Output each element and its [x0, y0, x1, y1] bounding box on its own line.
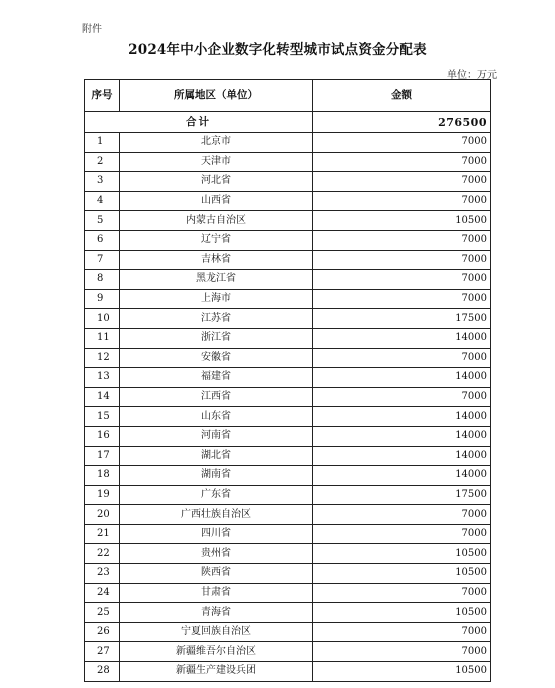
row-index: 5 [85, 211, 120, 231]
row-region: 湖南省 [120, 466, 313, 486]
row-region: 江西省 [120, 387, 313, 407]
table-row [85, 564, 491, 584]
row-amount: 7000 [313, 270, 491, 290]
table-row [85, 133, 491, 153]
total-row [85, 112, 491, 133]
row-amount: 14000 [313, 446, 491, 466]
row-index: 7 [85, 250, 120, 270]
row-index: 17 [85, 446, 120, 466]
row-index: 2 [85, 152, 120, 172]
row-amount: 7000 [313, 191, 491, 211]
table-row [85, 583, 491, 603]
table-row [85, 328, 491, 348]
row-region: 山西省 [120, 191, 313, 211]
table-row [85, 191, 491, 211]
table-row [85, 172, 491, 192]
table-row [85, 662, 491, 682]
row-region: 新疆生产建设兵团 [120, 662, 313, 682]
table-row [85, 250, 491, 270]
table-row [85, 309, 491, 329]
row-amount: 7000 [313, 505, 491, 525]
row-index: 27 [85, 642, 120, 662]
row-region: 黑龙江省 [120, 270, 313, 290]
row-region: 福建省 [120, 368, 313, 388]
row-region: 甘肃省 [120, 583, 313, 603]
row-amount: 14000 [313, 426, 491, 446]
row-index: 8 [85, 270, 120, 290]
table-row [85, 642, 491, 662]
total-label: 合计 [85, 112, 313, 133]
row-amount: 10500 [313, 564, 491, 584]
row-region: 安徽省 [120, 348, 313, 368]
table-row [85, 230, 491, 250]
row-region: 江苏省 [120, 309, 313, 329]
row-region: 贵州省 [120, 544, 313, 564]
row-region: 新疆维吾尔自治区 [120, 642, 313, 662]
row-region: 吉林省 [120, 250, 313, 270]
row-index: 22 [85, 544, 120, 564]
row-amount: 17500 [313, 309, 491, 329]
table-row [85, 368, 491, 388]
row-amount: 7000 [313, 250, 491, 270]
row-amount: 10500 [313, 662, 491, 682]
row-region: 四川省 [120, 524, 313, 544]
row-index: 24 [85, 583, 120, 603]
row-index: 14 [85, 387, 120, 407]
attachment-label: 附件 [82, 24, 102, 35]
table-row [85, 603, 491, 623]
row-amount: 14000 [313, 328, 491, 348]
unit-label: 单位：万元 [447, 70, 497, 81]
row-region: 陕西省 [120, 564, 313, 584]
row-amount: 7000 [313, 172, 491, 192]
row-amount: 10500 [313, 544, 491, 564]
header-region: 所属地区（单位） [120, 80, 313, 112]
row-index: 23 [85, 564, 120, 584]
row-region: 宁夏回族自治区 [120, 622, 313, 642]
row-index: 16 [85, 426, 120, 446]
table-row [85, 270, 491, 290]
row-amount: 17500 [313, 485, 491, 505]
row-index: 19 [85, 485, 120, 505]
table-row [85, 544, 491, 564]
row-index: 11 [85, 328, 120, 348]
row-index: 15 [85, 407, 120, 427]
row-amount: 7000 [313, 230, 491, 250]
row-amount: 7000 [313, 583, 491, 603]
table-row [85, 426, 491, 446]
row-index: 18 [85, 466, 120, 486]
table-row [85, 152, 491, 172]
row-region: 河南省 [120, 426, 313, 446]
row-amount: 10500 [313, 211, 491, 231]
row-index: 21 [85, 524, 120, 544]
row-index: 13 [85, 368, 120, 388]
total-amount: 276500 [313, 112, 491, 133]
row-amount: 14000 [313, 466, 491, 486]
table-row [85, 289, 491, 309]
row-amount: 7000 [313, 642, 491, 662]
row-amount: 7000 [313, 152, 491, 172]
table-row [85, 387, 491, 407]
row-index: 25 [85, 603, 120, 623]
table-row [85, 485, 491, 505]
row-amount: 7000 [313, 524, 491, 544]
row-region: 青海省 [120, 603, 313, 623]
row-region: 湖北省 [120, 446, 313, 466]
row-amount: 7000 [313, 387, 491, 407]
header-index: 序号 [85, 80, 120, 112]
document-title: 2024年中小企业数字化转型城市试点资金分配表 [128, 42, 427, 58]
row-amount: 7000 [313, 133, 491, 153]
row-region: 辽宁省 [120, 230, 313, 250]
row-amount: 10500 [313, 603, 491, 623]
row-amount: 7000 [313, 622, 491, 642]
row-region: 天津市 [120, 152, 313, 172]
row-amount: 7000 [313, 348, 491, 368]
table-row [85, 348, 491, 368]
row-region: 内蒙古自治区 [120, 211, 313, 231]
row-index: 1 [85, 133, 120, 153]
row-index: 10 [85, 309, 120, 329]
row-index: 20 [85, 505, 120, 525]
row-index: 9 [85, 289, 120, 309]
row-index: 6 [85, 230, 120, 250]
row-index: 12 [85, 348, 120, 368]
row-index: 26 [85, 622, 120, 642]
row-amount: 14000 [313, 407, 491, 427]
table-header-row [85, 80, 491, 112]
table-row [85, 505, 491, 525]
row-amount: 14000 [313, 368, 491, 388]
table-row [85, 446, 491, 466]
table-row [85, 622, 491, 642]
row-index: 3 [85, 172, 120, 192]
row-region: 广西壮族自治区 [120, 505, 313, 525]
row-index: 4 [85, 191, 120, 211]
row-region: 北京市 [120, 133, 313, 153]
table-row [85, 211, 491, 231]
table-row [85, 466, 491, 486]
row-region: 山东省 [120, 407, 313, 427]
table-row [85, 524, 491, 544]
row-amount: 7000 [313, 289, 491, 309]
table-row [85, 407, 491, 427]
row-region: 上海市 [120, 289, 313, 309]
row-region: 浙江省 [120, 328, 313, 348]
row-region: 广东省 [120, 485, 313, 505]
row-region: 河北省 [120, 172, 313, 192]
allocation-table [84, 79, 491, 682]
header-amount: 金额 [313, 80, 491, 112]
row-index: 28 [85, 662, 120, 682]
